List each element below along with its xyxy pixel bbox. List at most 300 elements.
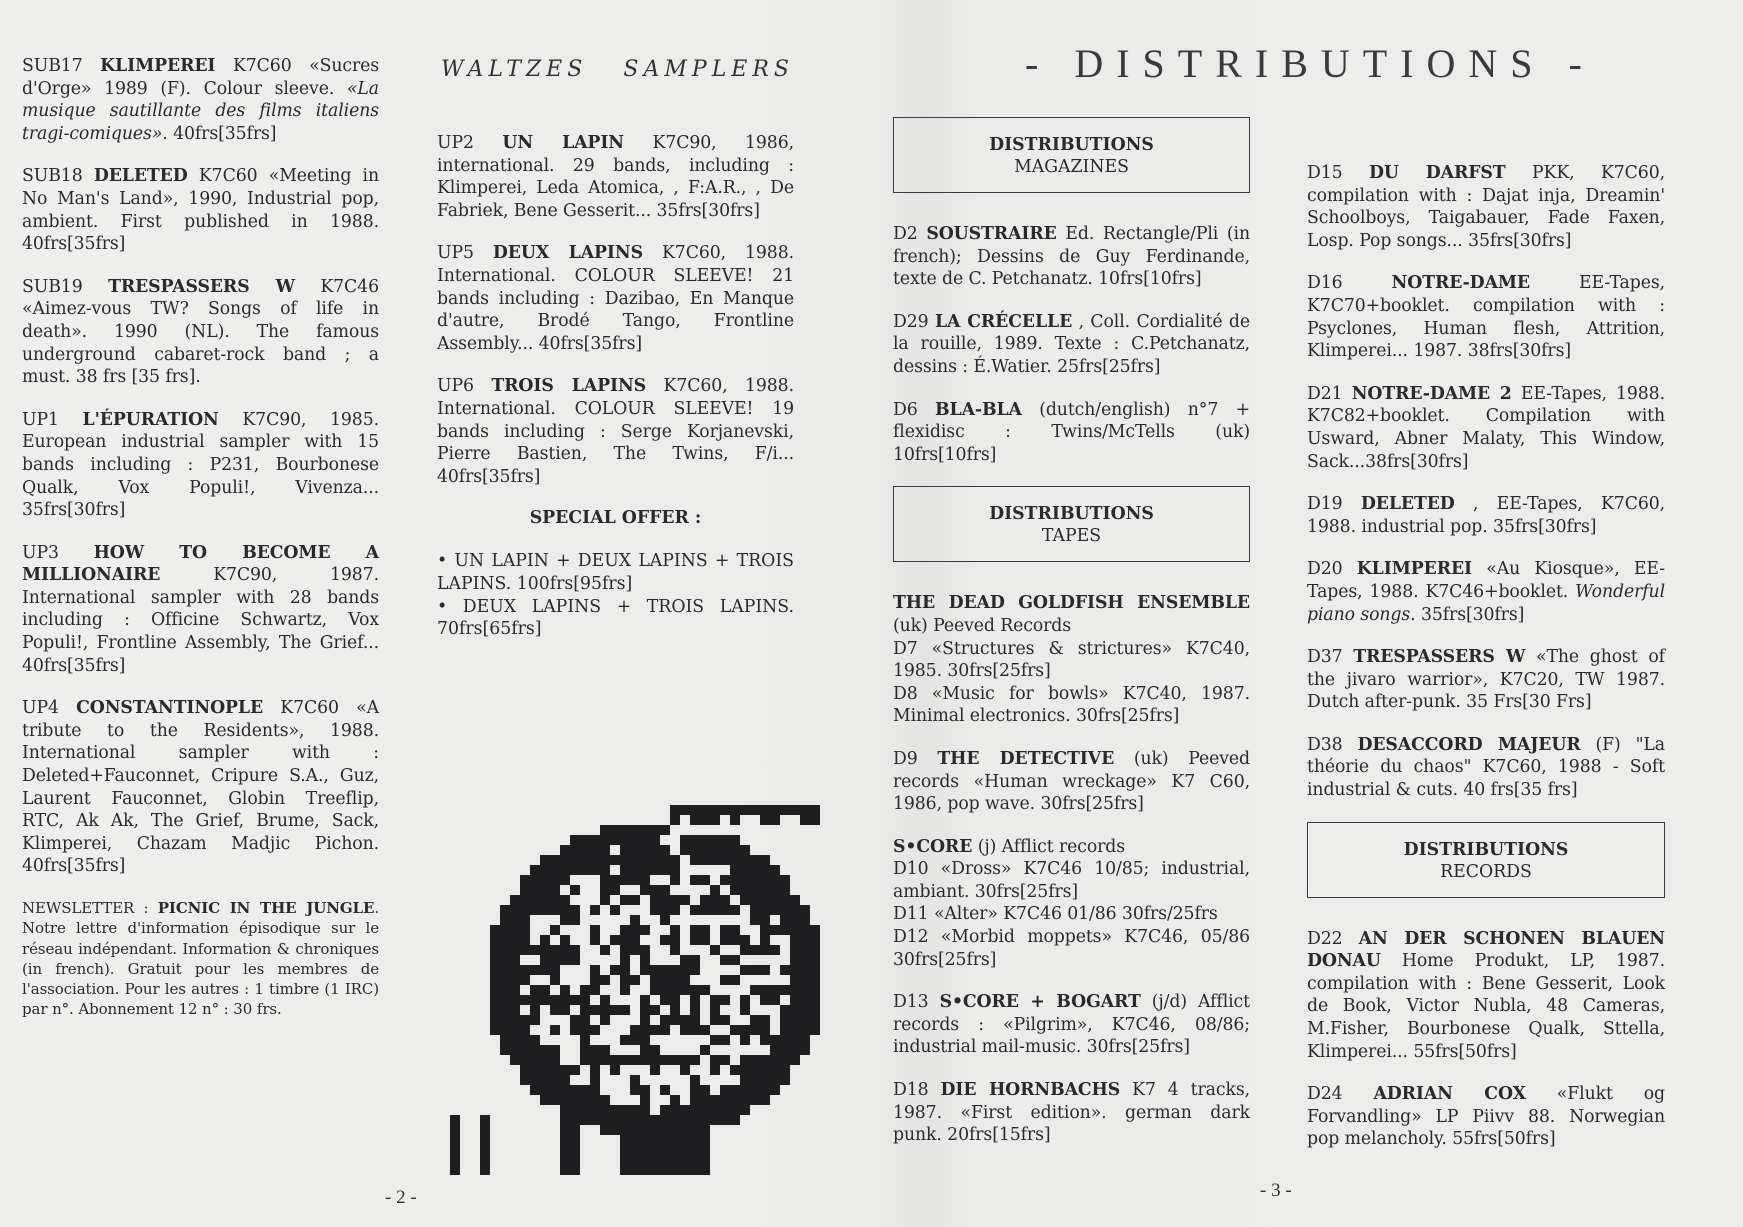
entry-text: «Au Kiosque», EE-Tapes, 1988. K7C46+booklet. bbox=[1307, 559, 1665, 602]
art-pixel bbox=[630, 1115, 640, 1125]
art-pixel bbox=[770, 995, 780, 1005]
art-pixel bbox=[560, 935, 570, 945]
art-pixel bbox=[690, 955, 700, 965]
entry-code: UP2 bbox=[437, 133, 474, 153]
art-pixel bbox=[570, 905, 580, 915]
art-pixel bbox=[510, 1025, 520, 1035]
art-pixel bbox=[800, 815, 810, 825]
art-pixel bbox=[560, 895, 570, 905]
art-pixel bbox=[710, 1065, 720, 1075]
art-pixel bbox=[560, 1075, 570, 1085]
art-pixel bbox=[620, 865, 630, 875]
art-pixel bbox=[740, 965, 750, 975]
art-pixel bbox=[570, 845, 580, 855]
art-pixel bbox=[780, 895, 790, 905]
art-pixel bbox=[540, 1085, 550, 1095]
art-pixel bbox=[540, 855, 550, 865]
right-column-1 bbox=[893, 117, 1250, 1167]
art-pixel bbox=[560, 1085, 570, 1095]
art-pixel bbox=[780, 905, 790, 915]
art-pixel bbox=[630, 915, 640, 925]
art-pixel bbox=[740, 1025, 750, 1035]
art-pixel bbox=[760, 855, 770, 865]
catalog-entry bbox=[893, 311, 1250, 379]
art-pixel bbox=[750, 1025, 760, 1035]
art-pixel bbox=[750, 885, 760, 895]
art-pixel bbox=[560, 875, 570, 885]
art-pixel bbox=[740, 865, 750, 875]
art-pixel bbox=[520, 915, 530, 925]
art-pixel bbox=[760, 1055, 770, 1065]
art-pixel bbox=[800, 1015, 810, 1025]
art-pixel bbox=[770, 1065, 780, 1075]
entry-text: , EE-Tapes, K7C60, 1988. industrial pop. 35frs[30frs] bbox=[1307, 494, 1665, 537]
art-pixel bbox=[640, 1145, 650, 1155]
art-pixel bbox=[670, 1005, 680, 1015]
art-pixel bbox=[540, 995, 550, 1005]
newsletter-label: NEWSLETTER : bbox=[22, 899, 149, 917]
special-offer-title: SPECIAL OFFER : bbox=[529, 508, 702, 529]
art-pixel bbox=[530, 1055, 540, 1065]
art-pixel bbox=[730, 845, 740, 855]
art-pixel bbox=[740, 875, 750, 885]
art-pixel bbox=[520, 1025, 530, 1035]
art-pixel bbox=[650, 855, 660, 865]
section-box-tapes bbox=[893, 486, 1250, 562]
art-pixel bbox=[640, 1055, 650, 1065]
art-pixel bbox=[760, 865, 770, 875]
art-pixel bbox=[560, 855, 570, 865]
art-pixel bbox=[610, 835, 620, 845]
art-pixel bbox=[510, 975, 520, 985]
art-pixel bbox=[590, 1075, 600, 1085]
art-pixel bbox=[570, 1145, 580, 1155]
catalog-entry bbox=[893, 836, 1250, 972]
art-pixel bbox=[630, 1105, 640, 1115]
art-pixel bbox=[640, 875, 650, 885]
art-pixel bbox=[630, 1165, 640, 1175]
art-pixel bbox=[810, 1005, 820, 1015]
section-box-magazines bbox=[893, 117, 1250, 193]
art-pixel bbox=[660, 1145, 670, 1155]
art-pixel bbox=[680, 845, 690, 855]
art-pixel bbox=[630, 1085, 640, 1095]
art-pixel bbox=[740, 1005, 750, 1015]
art-pixel bbox=[640, 1165, 650, 1175]
art-pixel bbox=[700, 835, 710, 845]
art-pixel bbox=[450, 1145, 460, 1155]
art-pixel bbox=[780, 1065, 790, 1075]
box-title: DISTRIBUTIONS bbox=[989, 504, 1154, 525]
art-pixel bbox=[740, 1105, 750, 1115]
art-pixel bbox=[510, 1045, 520, 1055]
art-pixel bbox=[650, 825, 660, 835]
art-pixel bbox=[780, 1025, 790, 1035]
newsletter-text: . Notre lettre d'information épisodique sur le réseau indépendant. Information & chroniques (in french). Gratuit pour les membres de l'association. Pour les autres : 1 timbre (1 IRC) par n°. Abonnement 12 n° : 30 frs. bbox=[22, 899, 379, 1019]
art-pixel bbox=[570, 865, 580, 875]
entry-code: D15 bbox=[1307, 163, 1343, 183]
art-pixel bbox=[680, 1025, 690, 1035]
art-pixel bbox=[510, 915, 520, 925]
art-pixel bbox=[670, 865, 680, 875]
art-pixel bbox=[550, 1065, 560, 1075]
art-pixel bbox=[750, 1075, 760, 1085]
entry-price: . 40frs[35frs] bbox=[162, 123, 277, 144]
art-pixel bbox=[610, 885, 620, 895]
art-pixel bbox=[730, 1105, 740, 1115]
art-pixel bbox=[630, 825, 640, 835]
art-pixel bbox=[550, 975, 560, 985]
art-pixel bbox=[680, 1145, 690, 1155]
art-pixel bbox=[620, 825, 630, 835]
art-pixel bbox=[780, 1075, 790, 1085]
right-column-2 bbox=[1307, 162, 1665, 1171]
art-pixel bbox=[730, 855, 740, 865]
entry-code: D2 bbox=[893, 224, 918, 244]
entry-code: D24 bbox=[1307, 1084, 1343, 1105]
art-pixel bbox=[720, 855, 730, 865]
art-pixel bbox=[770, 895, 780, 905]
art-pixel bbox=[670, 875, 680, 885]
art-pixel bbox=[780, 1005, 790, 1015]
art-pixel bbox=[700, 1155, 710, 1165]
art-pixel bbox=[780, 925, 790, 935]
art-pixel bbox=[500, 1005, 510, 1015]
art-pixel bbox=[710, 1005, 720, 1015]
entry-code: SUB19 bbox=[22, 276, 83, 297]
art-pixel bbox=[810, 955, 820, 965]
art-pixel bbox=[590, 1055, 600, 1065]
art-pixel bbox=[770, 865, 780, 875]
catalog-entry bbox=[1307, 734, 1665, 802]
art-pixel bbox=[810, 995, 820, 1005]
art-pixel bbox=[550, 895, 560, 905]
art-pixel bbox=[660, 915, 670, 925]
art-pixel bbox=[710, 895, 720, 905]
art-pixel bbox=[760, 815, 770, 825]
art-pixel bbox=[630, 945, 640, 955]
pixel-art-illustration bbox=[440, 795, 820, 1175]
art-pixel bbox=[510, 995, 520, 1005]
art-pixel bbox=[610, 1105, 620, 1115]
catalog-entry bbox=[1307, 558, 1665, 626]
art-pixel bbox=[680, 1125, 690, 1135]
art-pixel bbox=[640, 1125, 650, 1135]
art-pixel bbox=[750, 915, 760, 925]
art-pixel bbox=[780, 1015, 790, 1025]
art-pixel bbox=[760, 885, 770, 895]
art-pixel bbox=[600, 945, 610, 955]
art-pixel bbox=[620, 1035, 630, 1045]
art-pixel bbox=[790, 1035, 800, 1045]
art-pixel bbox=[500, 1015, 510, 1025]
records-list bbox=[1307, 928, 1665, 1151]
art-pixel bbox=[580, 1115, 590, 1125]
catalog-entry bbox=[437, 132, 794, 222]
tapes-list bbox=[893, 592, 1250, 1146]
art-pixel bbox=[610, 825, 620, 835]
art-pixel bbox=[610, 1065, 620, 1075]
art-pixel bbox=[780, 885, 790, 895]
art-pixel bbox=[680, 965, 690, 975]
art-pixel bbox=[690, 1075, 700, 1085]
box-subtitle: MAGAZINES bbox=[1014, 157, 1129, 177]
art-pixel bbox=[590, 1105, 600, 1115]
art-pixel bbox=[500, 905, 510, 915]
catalog-entry bbox=[893, 748, 1250, 816]
art-pixel bbox=[760, 935, 770, 945]
art-pixel bbox=[630, 1025, 640, 1035]
art-pixel bbox=[680, 1065, 690, 1075]
art-pixel bbox=[720, 1035, 730, 1045]
art-pixel bbox=[670, 1105, 680, 1115]
art-pixel bbox=[800, 995, 810, 1005]
entry-text: Home Produkt, LP, 1987. compilation with : Bene Gesserit, Look de Book, Victor Nubla, 48 Cameras, M.Fisher, Bourbonese Qualk, Sttella, Klimperei... 55frs[50frs] bbox=[1307, 951, 1665, 1062]
art-pixel bbox=[660, 845, 670, 855]
art-pixel bbox=[790, 1045, 800, 1055]
art-pixel bbox=[620, 895, 630, 905]
art-pixel bbox=[740, 1085, 750, 1095]
entry-line: D10 «Dross» K7C46 10/85; industrial, ambiant. 30frs[25frs] bbox=[893, 859, 1250, 902]
art-pixel bbox=[700, 905, 710, 915]
art-pixel bbox=[640, 1005, 650, 1015]
art-pixel bbox=[580, 1105, 590, 1115]
art-pixel bbox=[600, 895, 610, 905]
entry-text: (j/d) Afflict records : «Pilgrim», K7C46, 08/86; industrial mail-music. 30frs[25frs] bbox=[893, 992, 1250, 1058]
art-pixel bbox=[710, 1015, 720, 1025]
art-pixel bbox=[660, 855, 670, 865]
art-pixel bbox=[530, 965, 540, 975]
art-pixel bbox=[750, 985, 760, 995]
art-pixel bbox=[800, 1005, 810, 1015]
heading-samplers: SAMPLERS bbox=[623, 57, 794, 82]
art-pixel bbox=[710, 1115, 720, 1125]
art-pixel bbox=[640, 855, 650, 865]
entry-italic: Wonderful piano songs bbox=[1307, 581, 1665, 625]
art-pixel bbox=[660, 1085, 670, 1095]
art-pixel bbox=[680, 1155, 690, 1165]
art-pixel bbox=[790, 1005, 800, 1015]
art-pixel bbox=[790, 965, 800, 975]
art-pixel bbox=[620, 1125, 630, 1135]
art-pixel bbox=[720, 925, 730, 935]
art-pixel bbox=[690, 1135, 700, 1145]
art-pixel bbox=[500, 955, 510, 965]
art-pixel bbox=[720, 975, 730, 985]
entry-code: D21 bbox=[1307, 383, 1343, 404]
art-pixel bbox=[620, 875, 630, 885]
entry-text: K7C90, 1985. European industrial sampler with 15 bands including : P231, Bourbonese Qualk, Vox Populi!, Vivenza... 35frs[30frs] bbox=[22, 409, 379, 521]
art-pixel bbox=[510, 935, 520, 945]
art-pixel bbox=[620, 845, 630, 855]
art-pixel bbox=[710, 1055, 720, 1065]
entry-text: EE-Tapes, 1988. K7C82+booklet. Compilation with Usward, Abner Malaty, This Window, Sack...38frs[30frs] bbox=[1307, 383, 1665, 472]
art-pixel bbox=[810, 965, 820, 975]
box-subtitle: RECORDS bbox=[1440, 861, 1532, 882]
art-pixel bbox=[650, 1025, 660, 1035]
entry-artist: DIE HORNBACHS bbox=[940, 1080, 1121, 1101]
art-pixel bbox=[510, 1055, 520, 1065]
art-pixel bbox=[560, 845, 570, 855]
art-pixel bbox=[760, 1015, 770, 1025]
entry-artist: KLIMPEREI bbox=[1356, 559, 1473, 580]
art-pixel bbox=[570, 1135, 580, 1145]
art-pixel bbox=[650, 885, 660, 895]
art-pixel bbox=[500, 995, 510, 1005]
art-pixel bbox=[700, 1145, 710, 1155]
art-pixel bbox=[690, 1115, 700, 1125]
entry-code: D18 bbox=[893, 1080, 929, 1101]
art-pixel bbox=[660, 905, 670, 915]
art-pixel bbox=[800, 975, 810, 985]
art-pixel bbox=[630, 925, 640, 935]
art-pixel bbox=[770, 805, 780, 815]
art-pixel bbox=[710, 815, 720, 825]
art-pixel bbox=[660, 985, 670, 995]
art-pixel bbox=[810, 935, 820, 945]
art-pixel bbox=[490, 955, 500, 965]
art-pixel bbox=[510, 1005, 520, 1015]
art-pixel bbox=[600, 825, 610, 835]
art-pixel bbox=[730, 975, 740, 985]
art-pixel bbox=[640, 1105, 650, 1115]
art-pixel bbox=[810, 925, 820, 935]
art-pixel bbox=[520, 1065, 530, 1075]
catalog-entry bbox=[22, 409, 379, 522]
art-pixel bbox=[500, 985, 510, 995]
art-pixel bbox=[800, 805, 810, 815]
art-pixel bbox=[690, 905, 700, 915]
entry-artist: DELETED bbox=[1360, 494, 1455, 515]
art-pixel bbox=[700, 1105, 710, 1115]
art-pixel bbox=[520, 1045, 530, 1055]
art-pixel bbox=[680, 1015, 690, 1025]
art-pixel bbox=[690, 995, 700, 1005]
art-pixel bbox=[640, 1155, 650, 1165]
art-pixel bbox=[630, 935, 640, 945]
art-pixel bbox=[660, 995, 670, 1005]
art-pixel bbox=[570, 1025, 580, 1035]
entry-code: D16 bbox=[1307, 273, 1343, 294]
entry-line: D7 «Structures & strictures» K7C40, 1985. 30frs[25frs] bbox=[893, 638, 1250, 682]
art-pixel bbox=[710, 855, 720, 865]
art-pixel bbox=[550, 925, 560, 935]
art-pixel bbox=[500, 1025, 510, 1035]
art-pixel bbox=[550, 905, 560, 915]
art-pixel bbox=[800, 1025, 810, 1035]
art-pixel bbox=[710, 995, 720, 1005]
art-pixel bbox=[640, 885, 650, 895]
entry-artist: SOUSTRAIRE bbox=[926, 224, 1057, 244]
art-pixel bbox=[520, 965, 530, 975]
art-pixel bbox=[640, 1095, 650, 1105]
art-pixel bbox=[620, 1135, 630, 1145]
art-pixel bbox=[700, 1025, 710, 1035]
art-pixel bbox=[700, 985, 710, 995]
art-pixel bbox=[770, 905, 780, 915]
catalog-entry bbox=[1307, 162, 1665, 252]
art-pixel bbox=[500, 1035, 510, 1045]
art-pixel bbox=[640, 1045, 650, 1055]
art-pixel bbox=[630, 865, 640, 875]
art-pixel bbox=[620, 1005, 630, 1015]
art-pixel bbox=[810, 985, 820, 995]
art-pixel bbox=[590, 905, 600, 915]
art-pixel bbox=[720, 1085, 730, 1095]
art-pixel bbox=[500, 945, 510, 955]
art-pixel bbox=[770, 1045, 780, 1055]
art-pixel bbox=[590, 965, 600, 975]
art-pixel bbox=[560, 905, 570, 915]
entry-text: K7 4 tracks, 1987. «First edition». german dark punk. 20frs[15frs] bbox=[893, 1080, 1250, 1146]
catalog-entry bbox=[437, 242, 794, 355]
art-pixel bbox=[510, 1015, 520, 1025]
art-pixel bbox=[580, 865, 590, 875]
art-pixel bbox=[610, 1115, 620, 1125]
entry-price: . 35frs[30frs] bbox=[1410, 604, 1525, 625]
entry-code: D13 bbox=[893, 992, 929, 1013]
entry-artist: S•CORE bbox=[893, 836, 973, 857]
section-heading bbox=[441, 57, 794, 82]
art-pixel bbox=[640, 1025, 650, 1035]
art-pixel bbox=[620, 965, 630, 975]
art-pixel bbox=[640, 955, 650, 965]
art-pixel bbox=[660, 975, 670, 985]
art-pixel bbox=[770, 1055, 780, 1065]
art-pixel bbox=[680, 1105, 690, 1115]
art-pixel bbox=[670, 995, 680, 1005]
entry-artist: UN LAPIN bbox=[502, 133, 625, 153]
art-pixel bbox=[720, 1055, 730, 1065]
art-pixel bbox=[590, 845, 600, 855]
art-pixel bbox=[750, 855, 760, 865]
art-pixel bbox=[590, 925, 600, 935]
art-pixel bbox=[640, 1115, 650, 1125]
art-pixel bbox=[450, 1165, 460, 1175]
art-pixel bbox=[680, 835, 690, 845]
entry-artist: KLIMPEREI bbox=[100, 56, 216, 76]
art-pixel bbox=[500, 925, 510, 935]
art-pixel bbox=[610, 1055, 620, 1065]
art-pixel bbox=[660, 1055, 670, 1065]
entry-text: «Flukt og Forvandling» LP Piivv 88. Norwegian pop melancholy. 55frs[50frs] bbox=[1307, 1084, 1665, 1150]
art-pixel bbox=[720, 995, 730, 1005]
art-pixel bbox=[580, 1055, 590, 1065]
art-pixel bbox=[450, 1155, 460, 1165]
art-pixel bbox=[490, 975, 500, 985]
art-pixel bbox=[620, 935, 630, 945]
art-pixel bbox=[730, 885, 740, 895]
art-pixel bbox=[570, 885, 580, 895]
art-pixel bbox=[650, 1145, 660, 1155]
art-pixel bbox=[640, 825, 650, 835]
art-pixel bbox=[500, 1045, 510, 1055]
art-pixel bbox=[640, 945, 650, 955]
entry-code: UP5 bbox=[437, 243, 474, 264]
catalog-entry bbox=[437, 375, 794, 488]
art-pixel bbox=[650, 1155, 660, 1165]
art-pixel bbox=[670, 935, 680, 945]
entry-code: D9 bbox=[893, 748, 918, 769]
section-box-records bbox=[1307, 822, 1665, 898]
art-pixel bbox=[530, 995, 540, 1005]
art-pixel bbox=[510, 905, 520, 915]
entry-code: D20 bbox=[1307, 559, 1343, 580]
art-pixel bbox=[650, 835, 660, 845]
entry-text: «The ghost of the jivaro warrior», K7C20, TW 1987. Dutch after-punk. 35 Frs[30 Frs] bbox=[1307, 647, 1665, 713]
page-title: - DISTRIBUTIONS - bbox=[1025, 41, 1595, 86]
art-pixel bbox=[540, 1045, 550, 1055]
